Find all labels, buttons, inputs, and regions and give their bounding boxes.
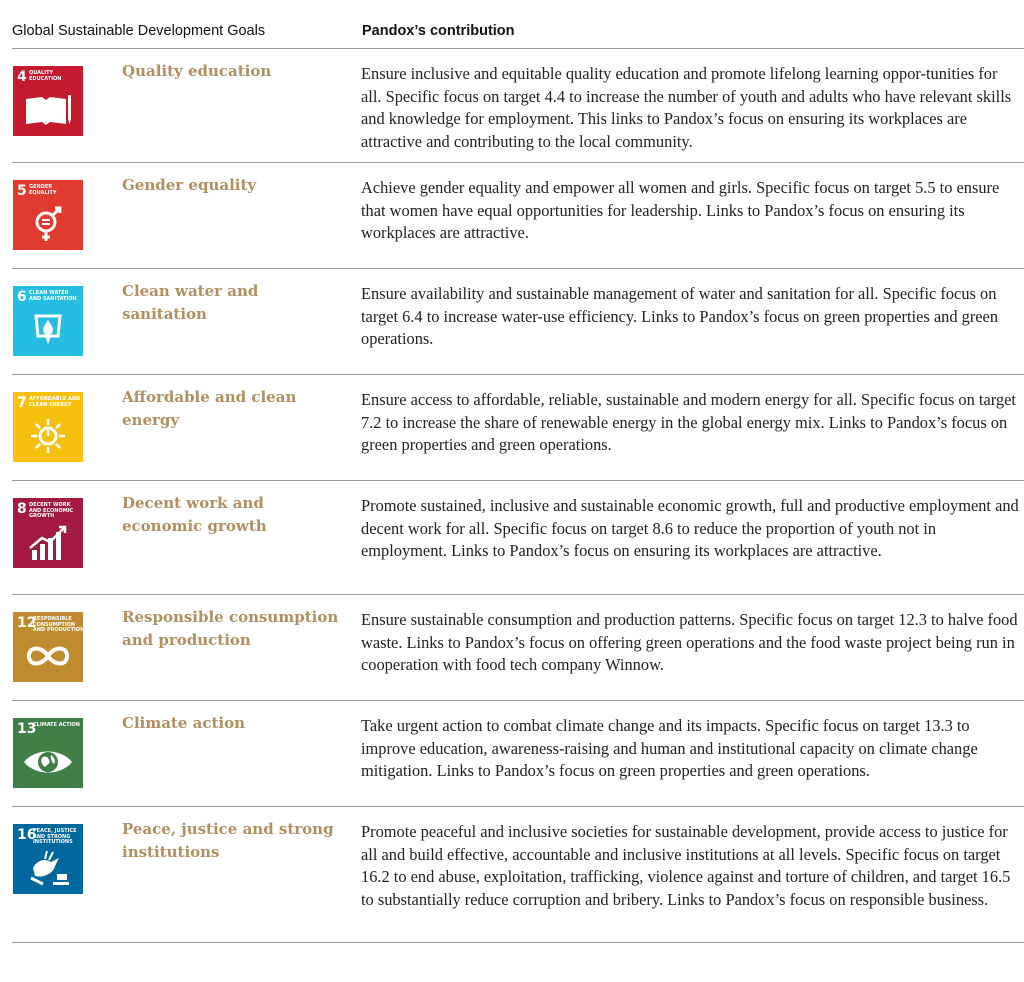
tile-caption: CLEAN WATER AND SANITATION [29, 290, 77, 302]
tile-caption: GENDER EQUALITY [29, 184, 57, 196]
goal-name: Affordable and clean energy [122, 388, 297, 429]
sun-power-icon [13, 416, 83, 456]
sdg-12-tile [13, 612, 83, 682]
table-row [12, 807, 1024, 943]
goal-name: Gender equality [122, 176, 257, 194]
goal-contribution: Ensure inclusive and equitable quality education and promote lifelong learning oppor-tunities for all. Specific focus on target 4.4 to increase the number of youth and adults who have relevant skills and knowledge for employment. This links to Pandox’s focus on ensuring its workplaces are attractive and contributing to the local community. [361, 64, 1012, 152]
dove-gavel-icon [13, 848, 83, 888]
goal-contribution: Take urgent action to combat climate change and its impacts. Specific focus on target 13.3 to improve education, awareness-raising and human and institutional capacity on climate change mitigation. Links to Pandox’s focus on green properties and green operations. [361, 716, 978, 781]
tile-number: 7 [17, 395, 27, 411]
table-row [12, 481, 1024, 595]
goal-name: Responsible consumption and production [122, 608, 339, 649]
earth-eye-icon [13, 742, 83, 782]
table-row [12, 163, 1024, 269]
sdg-6-tile [13, 286, 83, 356]
contribution-column-header: Pandox’s contribution [362, 23, 515, 39]
table-row [12, 375, 1024, 481]
tile-number: 4 [17, 69, 27, 85]
sdg-16-tile [13, 824, 83, 894]
tile-caption: RESPONSIBLE CONSUMPTION AND PRODUCTION [33, 616, 85, 634]
tile-number: 6 [17, 289, 27, 305]
tile-number: 16 [17, 827, 37, 843]
table-row [12, 595, 1024, 701]
goal-contribution: Ensure sustainable consumption and production patterns. Specific focus on target 12.3 to halve food waste. Links to Pandox’s focus on offering green operations and the food waste project being run in cooperation with food tech company Winnow. [361, 610, 1018, 675]
sdg-7-tile [13, 392, 83, 462]
goal-contribution: Promote sustained, inclusive and sustainable economic growth, full and productive employment and decent work for all. Specific focus on target 8.6 to reduce the proportion of youth not in employment. Links to Pandox’s focus on ensuring its workplaces are attractive. [361, 496, 1019, 561]
goal-name: Decent work and economic growth [122, 494, 267, 535]
goal-contribution: Promote peaceful and inclusive societies for sustainable development, provide access to justice for all and build effective, accountable and inclusive institutions at all levels. Specific focus on target 16.2 to end abuse, exploitation, trafficking, violence against and torture of children, and target 16.5 to substantially reduce corruption and bribery. Links to Pandox’s focus on responsible business. [361, 822, 1011, 910]
water-drop-icon [13, 310, 83, 350]
tile-number: 12 [17, 615, 37, 631]
goal-name: Quality education [122, 62, 272, 80]
goal-name: Peace, justice and strong institutions [122, 820, 334, 861]
table-header [12, 23, 1024, 45]
goal-contribution: Ensure access to affordable, reliable, sustainable and modern energy for all. Specific focus on target 7.2 to increase the share of renewable energy in the global energy mix. Links to Pandox’s focus on green properties and green operations. [361, 390, 1016, 455]
sdg-8-tile [13, 498, 83, 568]
goal-name: Clean water and sanitation [122, 282, 259, 323]
tile-caption: CLIMATE ACTION [33, 722, 80, 728]
table-row [12, 701, 1024, 807]
goal-contribution: Ensure availability and sustainable management of water and sanitation for all. Specific focus on target 6.4 to increase water-use efficiency. Links to Pandox’s focus on green properties and green operations. [361, 284, 999, 349]
sdg-5-tile [13, 180, 83, 250]
goals-column-header: Global Sustainable Development Goals [12, 23, 266, 39]
goal-name: Climate action [122, 714, 246, 732]
sdg-13-tile [13, 718, 83, 788]
tile-caption: AFFORDABLE AND CLEAN ENERGY [29, 396, 81, 408]
tile-number: 8 [17, 501, 27, 517]
tile-number: 13 [17, 721, 37, 737]
tile-caption: DECENT WORK AND ECONOMIC GROWTH [29, 502, 74, 520]
book-pencil-icon [13, 90, 83, 130]
goal-contribution: Achieve gender equality and empower all women and girls. Specific focus on target 5.5 to ensure that women have equal opportunities for leadership. Links to Pandox’s focus on ensuring its workplaces are attractive. [361, 178, 1000, 243]
growth-chart-icon [13, 522, 83, 562]
infinity-loop-icon [13, 636, 83, 676]
gender-equality-icon [13, 204, 83, 244]
tile-caption: QUALITY EDUCATION [29, 70, 62, 82]
table-row [12, 269, 1024, 375]
table-row [12, 49, 1024, 163]
tile-caption: PEACE, JUSTICE AND STRONG INSTITUTIONS [33, 828, 77, 846]
tile-number: 5 [17, 183, 27, 199]
sdg-4-tile [13, 66, 83, 136]
